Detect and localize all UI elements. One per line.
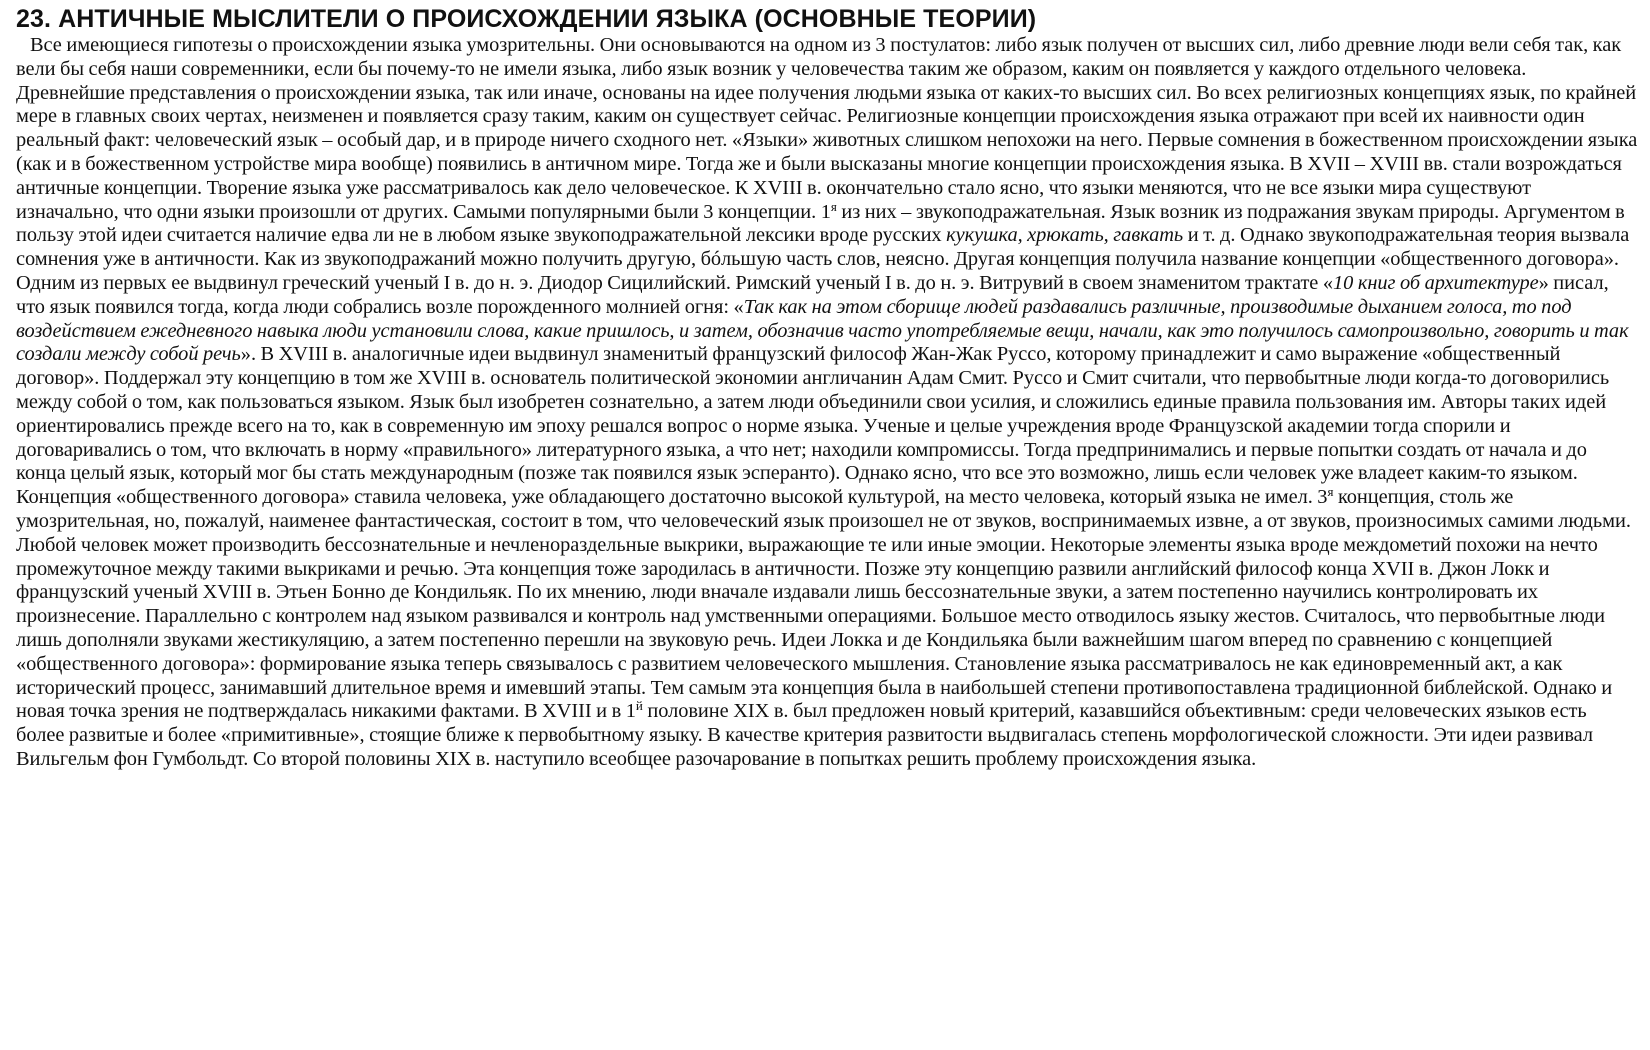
text-segment: » писал, что язык появился тогда, когда люди собрались возле порожденного молнией огня: «: [16, 271, 1609, 318]
italic-examples: кукушка, хрюкать, гавкать: [946, 224, 1184, 247]
ordinal-suffix: я: [830, 198, 837, 214]
text-segment: концепция, столь же умозрительная, но, пожалуй, наименее фантастическая, состоит в том, что человеческий язык произошел не от звуков, воспринимаемых извне, а от звуков, произносимых самими людьми. Любой человек может производить бессознательные и нечленораздельные выкрики, выражающие те или иные эмоции. Некоторые элементы языка вроде междометий похожи на нечто промежуточное между такими выкриками и речью. Эта концепция тоже зародилась в античности. Позже эту концепцию развили английский философ конца XVII в. Джон Локк и французский ученый XVIII в. Этьен Бонно де Кондильяк. По их мнению, люди вначале издавали лишь бессознательные звуки, а затем постепенно научились контролировать их произнесение. Параллельно с контролем над языком развивался и контроль над умственными операциями. Большое место отводилось языку жестов. Считалось, что первобытные люди лишь дополняли звуками жестикуляцию, а затем постепенно перешли на звуковую речь. Идеи Локка и де Кондильяка были важнейшим шагом вперед по сравнению с концепцией «общественного договора»: формирование языка теперь связывалось с развитием человеческого мышления. Становление языка рассматривалось не как единовременный акт, а как исторический процесс, занимавший длительное время и имевший этапы. Тем самым эта концепция была в наибольшей степени противопоставлена традиционной библейской. Однако и новая точка зрения не подтверждалась никакими фактами. В XVIII и в 1: [16, 486, 1631, 723]
text-segment: половине XIX в. был предложен новый критерий, казавшийся объективным: среди человеческих языков есть более развитые и более «примитивные», стоящие ближе к первобытному языку. В качестве критерия развитости выдвигалась степень морфологической сложности. Эти идеи развивал Вильгельм фон Гумбольдт. Со второй половины XIX в. наступило всеобщее разочарование в попытках решить проблему происхождения языка.: [16, 700, 1593, 770]
italic-book-title: 10 книг об архитектуре: [1333, 271, 1539, 294]
page-title: 23. АНТИЧНЫЕ МЫСЛИТЕЛИ О ПРОИСХОЖДЕНИИ ЯЗЫКА (ОСНОВНЫЕ ТЕОРИИ): [16, 5, 1037, 33]
text-segment: и т. д. Однако звукоподражательная теория вызвала сомнения уже в античности. Как из звукоподражаний можно получить другую, бóльшую часть слов, неясно. Другая концепция получила название концепции «общественного договора». Одним из первых ее выдвинул греческий ученый I в. до н. э. Диодор Сицилийский. Римский ученый I в. до н. э. Витрувий в своем знаменитом трактате «: [16, 224, 1630, 294]
ordinal-suffix: й: [635, 698, 643, 714]
text-segment: из них – звукоподражательная. Язык возник из подражания звукам природы. Аргументом в пользу этой идеи считается наличие едва ли не в любом языке звукоподражательной лексики вроде русских: [16, 200, 1625, 247]
italic-quotation: Так как на этом сборище людей раздавались различные, производимые дыханием голоса, то под воздействием ежедневного навыка люди установили слова, какие пришлось, и затем, обозначив часто употребляемые вещи, начали, как это получилось самопроизвольно, говорить и так создали между собой речь: [16, 295, 1629, 366]
body-paragraph: [16, 34, 1638, 772]
text-segment: ». В XVIII в. аналогичные идеи выдвинул знаменитый французский философ Жан-Жак Руссо, которому принадлежит и само выражение «общественный договор». Поддержал эту концепцию в том же XVIII в. основатель политической экономии англичанин Адам Смит. Руссо и Смит считали, что первобытные люди когда-то договорились между собой о том, как пользоваться языком. Язык был изобретен сознательно, а затем люди объединили свои усилия, и сложились единые правила пользования им. Авторы таких идей ориентировались прежде всего на то, как в современную им эпоху решался вопрос о норме языка. Ученые и целые учреждения вроде Французской академии тогда спорили и договаривались о том, что включать в норму «правильного» литературного языка, а что нет; находили компромиссы. Тогда предпринимались и первые попытки создать от начала и до конца целый язык, который мог бы стать международным (позже так появился язык эсперанто). Однако ясно, что все это возможно, лишь если человек уже владеет каким-то языком. Концепция «общественного договора» ставила человека, уже обладающего достаточно высокой культурой, на место человека, который языка не имел. 3: [16, 343, 1610, 509]
document-page: [16, 4, 1638, 772]
ordinal-suffix: я: [1327, 484, 1334, 499]
text-segment: Все имеющиеся гипотезы о происхождении языка умозрительны. Они основываются на одном из 3 постулатов: либо язык получен от высших сил, либо древние люди вели себя так, как вели бы себя наши современники, если бы почему-то не имели языка, либо язык возник у человечества таким же образом, каким он появляется у каждого отдельного человека. Древнейшие представления о происхождении языка, так или иначе, основаны на идее получения людьми языка от каких-то высших сил. Во всех религиозных концепциях язык, по крайней мере в главных своих чертах, неизменен и появляется сразу таким, каким он существует сейчас. Религиозные концепции происхождения языка отражают при всей их наивности один реальный факт: человеческий язык – особый дар, и в природе ничего сходного нет. «Языки» животных слишком непохожи на него. Первые сомнения в божественном происхождении языка (как и в божественном устройстве мира вообще) появились в античном мире. Тогда же и были высказаны многие концепции происхождения языка. В XVII – XVIII вв. стали возрождаться античные концепции. Творение языка уже рассматривалось как дело человеческое. К XVIII в. окончательно стало ясно, что языки меняются, что не все языки мира существуют изначально, что одни языки произошли от других. Самыми популярными были 3 концепции. 1: [16, 34, 1638, 223]
